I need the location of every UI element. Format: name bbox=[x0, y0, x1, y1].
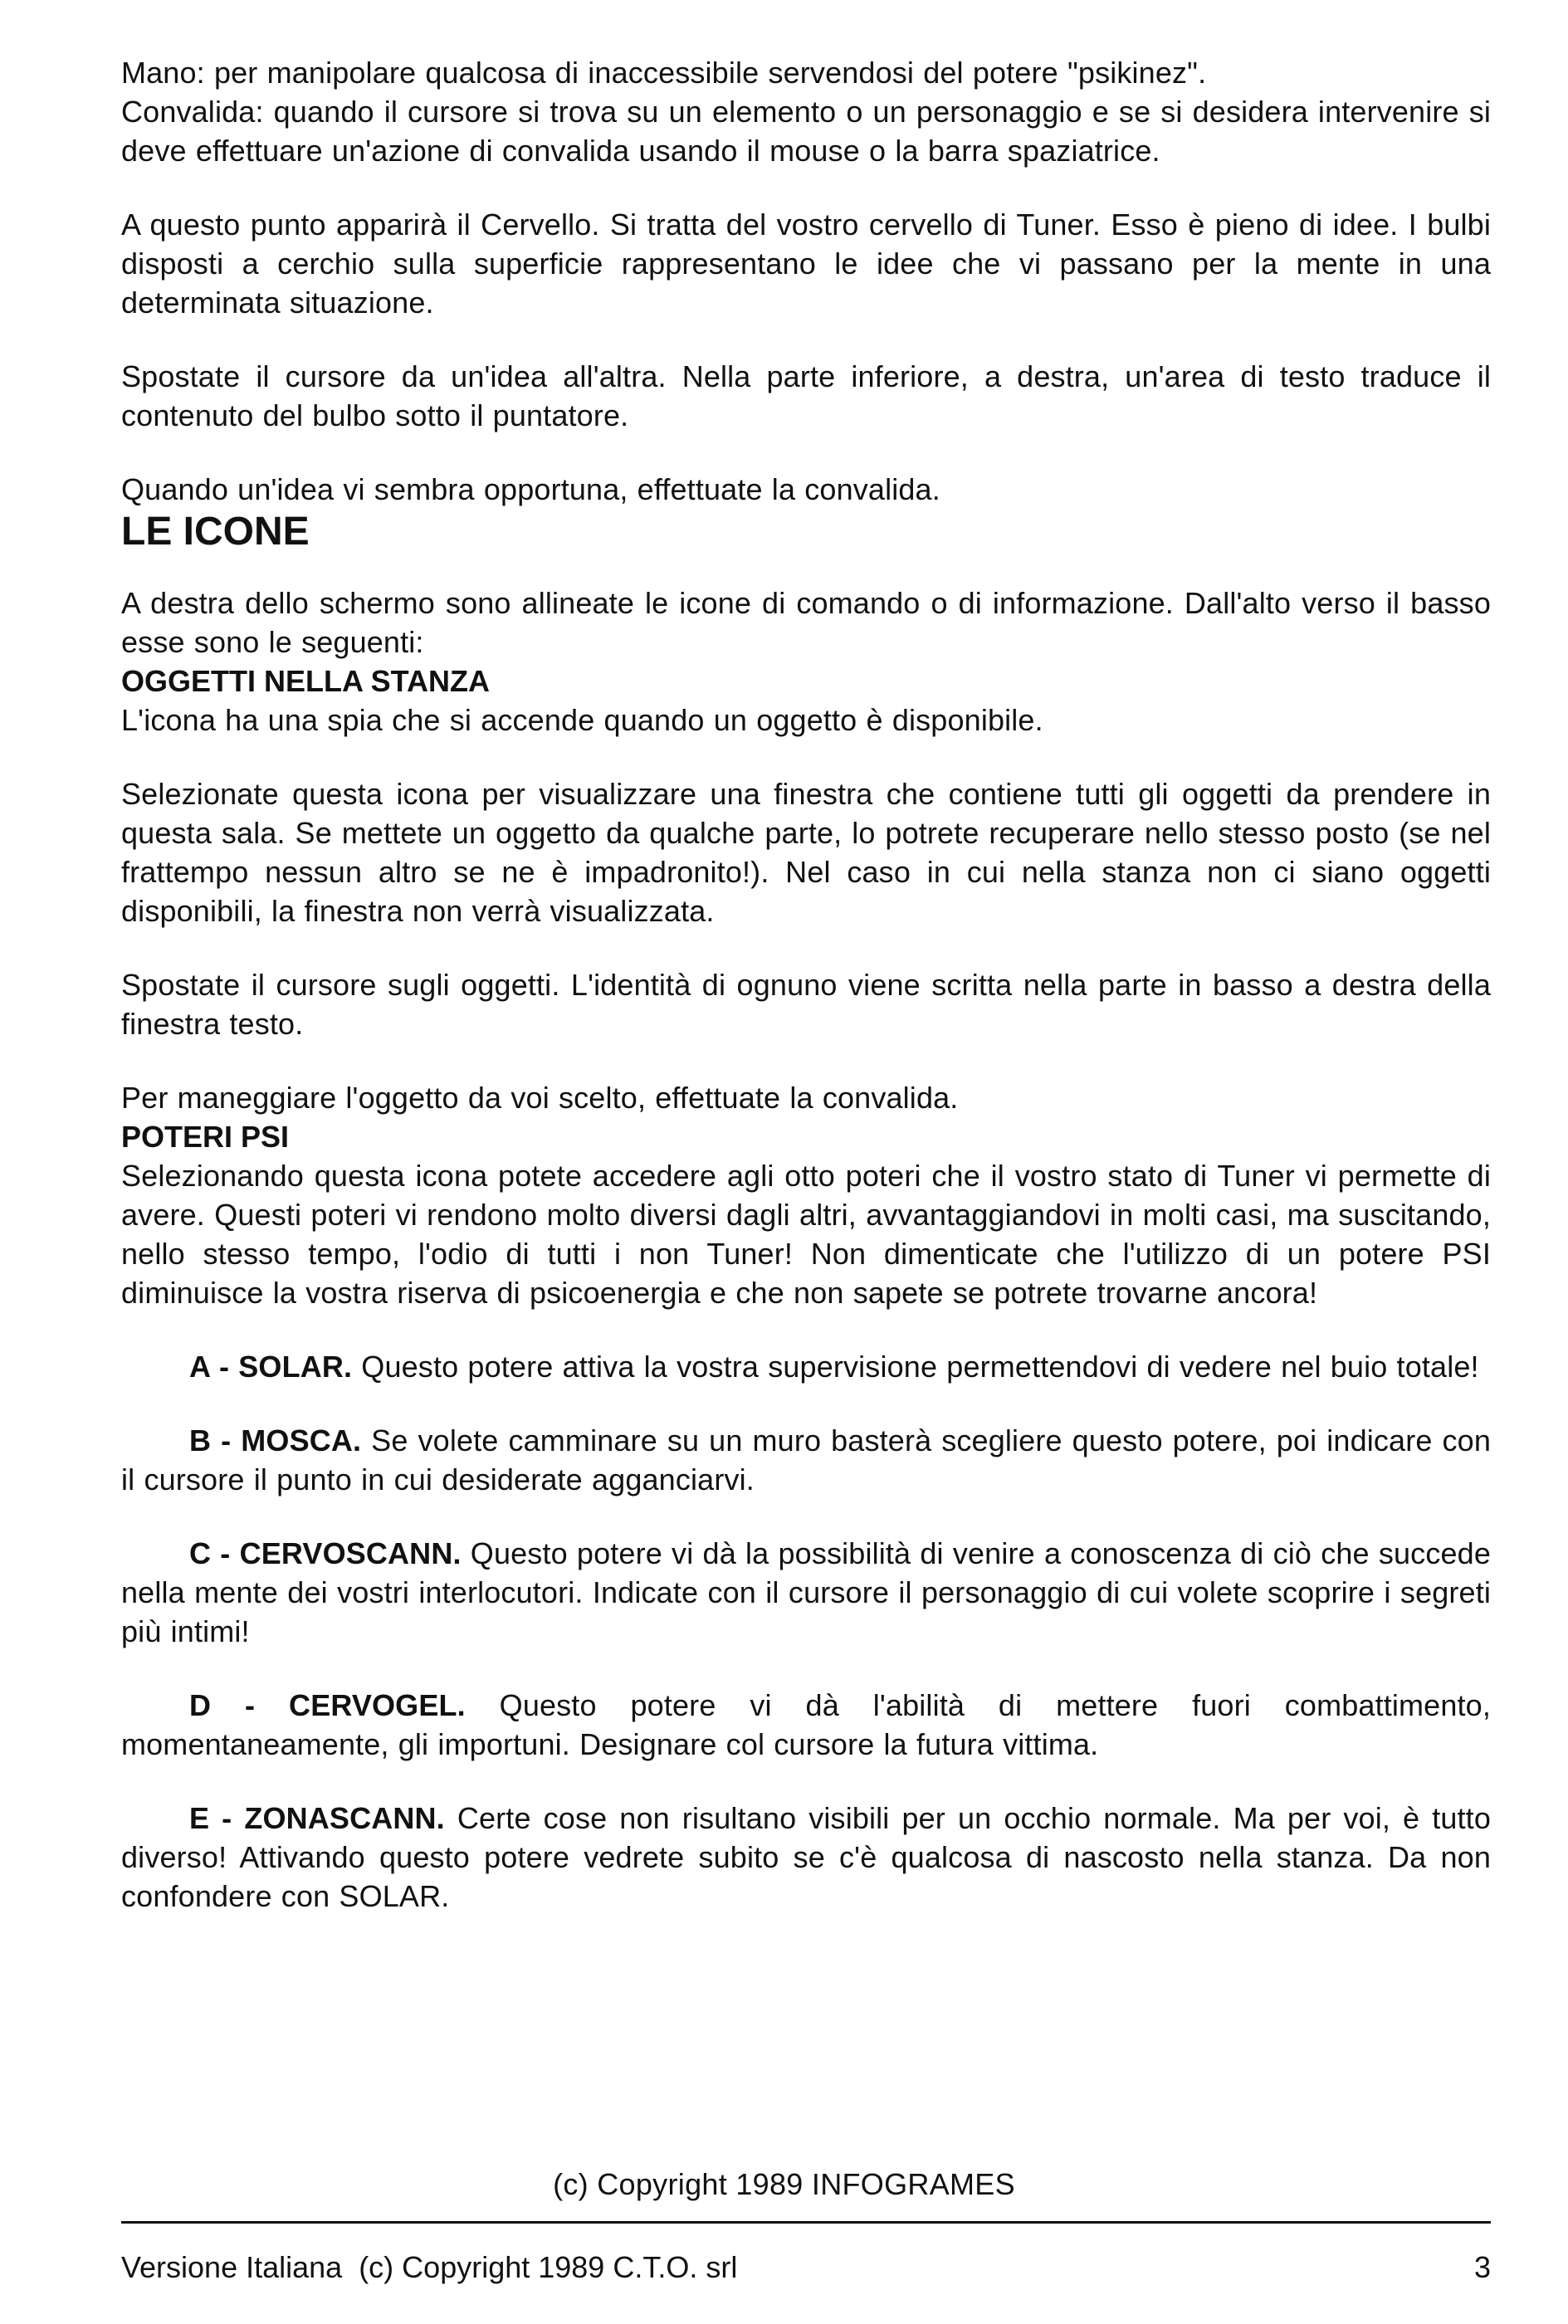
paragraph-oggetti-cursore: Spostate il cursore sugli oggetti. L'identità di ognuno viene scritta nella parte in basso a destra della finestra testo. bbox=[121, 968, 1491, 1041]
paragraph-convalida: Convalida: quando il cursore si trova su un elemento o un personaggio e se si desidera intervenire si deve effettuare un'azione di convalida usando il mouse o la barra spaziatrice. bbox=[121, 95, 1491, 168]
paragraph-cervello: A questo punto apparirà il Cervello. Si tratta del vostro cervello di Tuner. Esso è pieno di idee. I bulbi disposti a cerchio sulla superficie rappresentano le idee che vi passano per la mente in una determinata situazione. bbox=[121, 208, 1491, 320]
footer-divider bbox=[121, 2221, 1491, 2224]
power-description: Certe cose non risultano visibili per un occhio normale. Ma per voi, è tutto diverso! Attivando questo potere vedrete subito se c'è qualcosa di nascosto nella stanza. Da non confondere con SOLAR. bbox=[121, 1801, 1491, 1913]
power-description: Se volete camminare su un muro basterà scegliere questo potere, poi indicare con il cursore il punto in cui desiderate agganciarvi. bbox=[121, 1423, 1492, 1496]
section-title-icone: LE ICONE bbox=[121, 510, 310, 554]
power-item bbox=[121, 1686, 1491, 1764]
page-footer bbox=[121, 2248, 1491, 2287]
power-description: Questo potere vi dà l'abilità di mettere fuori combattimento, momentaneamente, gli importuni. Designare col cursore la futura vittima. bbox=[121, 1688, 1491, 1761]
paragraph-icone-intro: A destra dello schermo sono allineate le icone di comando o di informazione. Dall'alto verso il basso esse sono le seguenti: bbox=[121, 586, 1491, 659]
power-name: D - CERVOGEL. bbox=[189, 1688, 466, 1722]
document-page bbox=[121, 53, 1491, 1916]
power-item bbox=[121, 1347, 1491, 1386]
power-name: B - MOSCA. bbox=[189, 1423, 362, 1457]
paragraph-oggetti-convalida: Per maneggiare l'oggetto da voi scelto, effettuate la convalida. bbox=[121, 1081, 959, 1115]
power-item bbox=[121, 1421, 1491, 1499]
power-item bbox=[121, 1799, 1491, 1916]
power-name: C - CERVOSCANN. bbox=[189, 1536, 462, 1570]
power-name: E - ZONASCANN. bbox=[189, 1801, 445, 1835]
paragraph-oggetti-finestra: Selezionate questa icona per visualizzare una finestra che contiene tutti gli oggetti da prendere in questa sala. Se mettete un oggetto da qualche parte, lo potrete recuperare nello stesso posto (se nel frattempo nessun altro se ne è impadronito!). Nel caso in cui nella stanza non ci siano oggetti disponibili, la finestra non verrà visualizzata. bbox=[121, 777, 1491, 928]
paragraph-cursore: Spostate il cursore da un'idea all'altra. Nella parte inferiore, a destra, un'area di testo traduce il contenuto del bulbo sotto il puntatore. bbox=[121, 359, 1491, 432]
subtitle-oggetti: OGGETTI NELLA STANZA bbox=[121, 664, 490, 698]
paragraph-psi-intro: Selezionando questa icona potete accedere agli otto poteri che il vostro stato di Tuner vi permette di avere. Questi poteri vi rendono molto diversi dagli altri, avvantaggiandovi in molti casi, ma suscitando, nello stesso tempo, l'odio di tutti i non Tuner! Non dimenticate che l'utilizzo di un potere PSI diminuisce la vostra riserva di psicoenergia e che non sapete se potrete trovarne ancora! bbox=[121, 1159, 1491, 1310]
power-name: A - SOLAR. bbox=[189, 1350, 353, 1384]
footer-version: Versione Italiana (c) Copyright 1989 C.T.O. srl bbox=[121, 2250, 738, 2284]
page-number: 3 bbox=[1473, 2250, 1491, 2284]
paragraph-mano: Mano: per manipolare qualcosa di inaccessibile servendosi del potere "psikinez". bbox=[121, 56, 1207, 90]
power-description: Questo potere attiva la vostra supervisione permettendovi di vedere nel buio totale! bbox=[352, 1350, 1479, 1384]
paragraph-oggetti-spia: L'icona ha una spia che si accende quando un oggetto è disponibile. bbox=[121, 703, 1043, 737]
subtitle-poteri-psi: POTERI PSI bbox=[121, 1120, 290, 1154]
power-item bbox=[121, 1534, 1491, 1651]
copyright-notice: (c) Copyright 1989 INFOGRAMES bbox=[553, 2167, 1015, 2201]
paragraph-idea: Quando un'idea vi sembra opportuna, effettuate la convalida. bbox=[121, 472, 940, 506]
power-description: Questo potere vi dà la possibilità di venire a conoscenza di ciò che succede nella mente dei vostri interlocutori. Indicate con il cursore il personaggio di cui volete scoprire i segreti più intimi! bbox=[121, 1536, 1491, 1648]
